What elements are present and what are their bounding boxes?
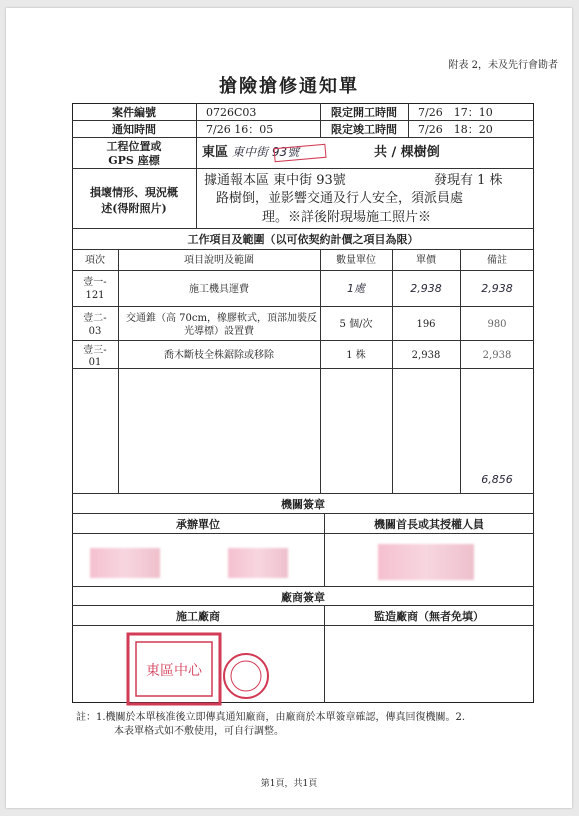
damage-text-line1: 據通報本區 東中街 93號 <box>204 173 346 188</box>
header-item-no: 項次 <box>85 255 105 266</box>
case-number-label: 案件編號 <box>112 106 156 119</box>
form-title: 搶險搶修通知單 <box>219 76 359 97</box>
scope-title: 工作項目及範圍（以可依契約計價之項目為限） <box>187 233 419 246</box>
contractor-round-seal <box>220 650 272 702</box>
tree-count: 共 / 棵樹倒 <box>374 145 440 160</box>
row3-no-line2: 01 <box>88 357 102 368</box>
row1-remark: 2,938 <box>481 282 513 295</box>
footnote-line2: 本表單格式如不敷使用，可自行調整。 <box>114 726 284 737</box>
agency-head-label: 機關首長或其授權人員 <box>374 518 484 531</box>
location-label-line2: GPS 座標 <box>108 154 160 167</box>
end-time-label: 限定竣工時間 <box>331 123 397 136</box>
row1-description: 施工機具運費 <box>189 284 249 295</box>
contractor-square-seal <box>124 630 224 708</box>
row3-no-line1: 壹三- <box>83 345 107 356</box>
supervisor-label: 監造廠商（無者免填） <box>374 610 484 623</box>
agency-signature-title: 機關簽章 <box>281 498 325 511</box>
redacted-seal-1 <box>90 548 160 578</box>
row3-price: 2,938 <box>411 350 441 361</box>
end-time-value: 7/26 18：20 <box>418 123 493 136</box>
damage-text-line3: 理。※詳後附現場施工照片※ <box>262 210 432 225</box>
row2-description-line2: 光導標）設置費 <box>184 326 254 337</box>
footnote-line1: 註：1.機關於本單核准後立即傳真通知廠商，由廠商於本單簽章確認，傳真回復機關。2. <box>76 712 466 723</box>
damage-label-line2: 述(得附照片) <box>101 202 167 215</box>
row1-quantity: 1處 <box>347 282 365 295</box>
row2-description-line1: 交通錐（高 70cm，橡膠軟式，頂部加裝反 <box>126 313 317 324</box>
row2-remark: 980 <box>487 319 507 330</box>
appendix-note: 附表 2，未及先行會勘者 <box>448 60 558 71</box>
row3-remark: 2,938 <box>482 350 512 361</box>
vendor-signature-title: 廠商簽章 <box>281 591 325 604</box>
location-label-line1: 工程位置或 <box>106 140 162 153</box>
case-number-value: 0726C03 <box>206 106 257 119</box>
redacted-seal-3 <box>378 544 474 580</box>
header-unit-price: 單價 <box>416 255 436 266</box>
page-number: 第1頁，共1頁 <box>260 779 318 789</box>
row2-no-line2: 03 <box>88 326 102 337</box>
location-street: 東中街 93號 <box>232 145 300 159</box>
row2-price: 196 <box>416 319 436 330</box>
row1-price: 2,938 <box>410 282 442 295</box>
header-description: 項目說明及範圍 <box>184 255 254 266</box>
start-time-value: 7/26 17：10 <box>418 106 493 119</box>
header-remark: 備註 <box>487 255 507 266</box>
header-quantity: 數量單位 <box>336 255 376 266</box>
damage-label-line1: 損壞情形、現況概 <box>90 186 178 199</box>
row2-no-line1: 壹二- <box>83 313 107 324</box>
seal-text: 東區中心 <box>146 663 202 679</box>
notice-time-value: 7/26 16：05 <box>206 123 274 136</box>
agency-handler-label: 承辦單位 <box>176 518 220 531</box>
row3-quantity: 1 株 <box>346 350 366 361</box>
notice-time-label: 通知時間 <box>112 123 156 136</box>
location-district: 東區 <box>202 145 229 160</box>
row1-no-line2: 121 <box>85 290 105 301</box>
row2-quantity: 5 個/次 <box>339 319 373 330</box>
total-amount: 6,856 <box>481 473 513 486</box>
document-page <box>6 8 572 808</box>
damage-text-line2: 路樹倒，並影響交通及行人安全，須派員處 <box>216 191 464 206</box>
start-time-label: 限定開工時間 <box>331 106 397 119</box>
contractor-label: 施工廠商 <box>176 610 220 623</box>
redacted-seal-2 <box>228 548 288 578</box>
row3-description: 喬木斷枝全株鋸除或移除 <box>164 350 274 361</box>
row1-no-line1: 壹一- <box>83 277 107 288</box>
damage-text-line1b: 發現有 1 株 <box>434 173 503 188</box>
